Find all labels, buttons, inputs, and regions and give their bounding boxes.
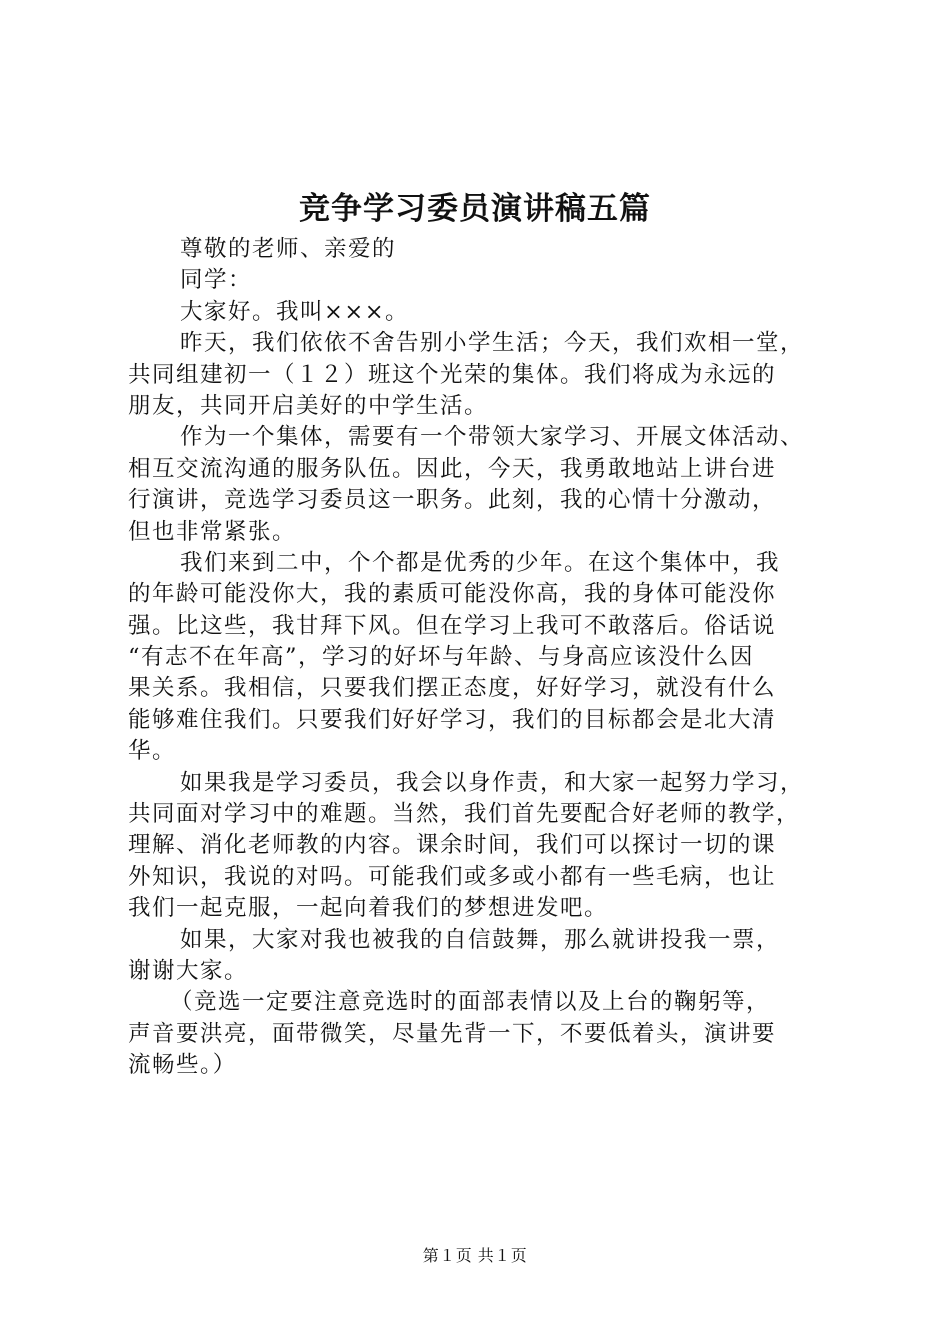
- text-line: 我们一起克服，一起向着我们的梦想进发吧。: [128, 895, 609, 922]
- text-line: 声音要洪亮，面带微笑，尽量先背一下，不要低着头，演讲要: [128, 1020, 777, 1047]
- text-line: 朋友，共同开启美好的中学生活。: [128, 392, 489, 419]
- text-line: 理解、消化老师教的内容。课余时间，我们可以探讨一切的课: [128, 832, 777, 859]
- text-line: 相互交流沟通的服务队伍。因此，今天，我勇敢地站上讲台进: [128, 455, 777, 482]
- text-line: 大家好。我叫×××。: [180, 298, 410, 325]
- text-line: 华。: [128, 738, 177, 765]
- text-line: 能够难住我们。只要我们好好学习，我们的目标都会是北大清: [128, 706, 777, 733]
- text-line: 行演讲，竞选学习委员这一职务。此刻，我的心情十分激动，: [128, 487, 777, 514]
- text-line: 流畅些。）: [128, 1052, 237, 1079]
- text-line: 谢谢大家。: [128, 957, 249, 984]
- text-line: （竞选一定要注意竞选时的面部表情以及上台的鞠躬等，: [170, 989, 771, 1016]
- text-line: 昨天，我们依依不舍告别小学生活；今天，我们欢相一堂，: [180, 330, 805, 357]
- text-line: “有志不在年高”，学习的好坏与年龄、与身高应该没什么因: [128, 644, 755, 671]
- text-line: 作为一个集体，需要有一个带领大家学习、开展文体活动、: [180, 424, 805, 451]
- text-line: 但也非常紧张。: [128, 518, 297, 545]
- text-line: 共同面对学习中的难题。当然，我们首先要配合好老师的教学，: [128, 801, 801, 828]
- page-footer: 第１页 共１页: [422, 1246, 528, 1265]
- text-line: 我们来到二中，个个都是优秀的少年。在这个集体中，我: [180, 549, 781, 576]
- document-title: 竞争学习委员演讲稿五篇: [299, 191, 651, 227]
- document-body: [128, 234, 838, 1082]
- text-line: 共同组建初一（１２）班这个光荣的集体。我们将成为永远的: [128, 361, 777, 388]
- text-line: 如果，大家对我也被我的自信鼓舞，那么就讲投我一票，: [180, 926, 781, 953]
- text-line: 同学：: [180, 267, 253, 294]
- text-line: 果关系。我相信，只要我们摆正态度，好好学习，就没有什么: [128, 675, 777, 702]
- text-line: 强。比这些，我甘拜下风。但在学习上我可不敢落后。俗话说: [128, 612, 777, 639]
- text-line: 外知识，我说的对吗。可能我们或多或小都有一些毛病，也让: [128, 863, 777, 890]
- text-line: 的年龄可能没你大，我的素质可能没你高，我的身体可能没你: [128, 581, 777, 608]
- text-line: 尊敬的老师、亲爱的: [180, 236, 397, 262]
- text-line: 如果我是学习委员，我会以身作责，和大家一起努力学习，: [180, 769, 805, 796]
